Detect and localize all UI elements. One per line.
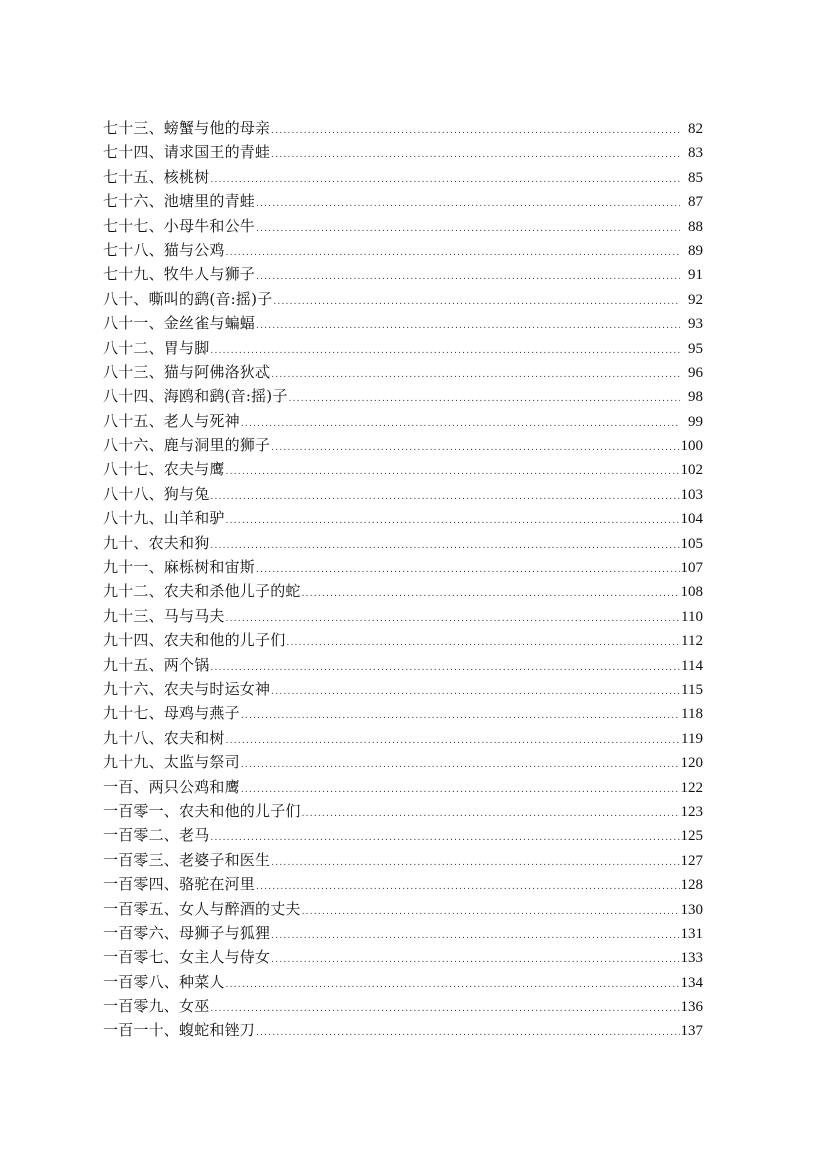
toc-page-number: 127 — [680, 852, 703, 869]
toc-dot-leader — [256, 192, 680, 216]
toc-page-number: 91 — [688, 267, 703, 284]
toc-entry — [103, 433, 703, 457]
toc-page-number: 136 — [680, 999, 703, 1016]
toc-entry — [103, 555, 703, 579]
toc-page-number: 88 — [688, 218, 703, 235]
toc-entry-title: 一百零一、农夫和他的儿子们 — [103, 801, 301, 820]
toc-dot-leader — [241, 778, 680, 802]
toc-dot-leader — [256, 217, 680, 241]
toc-entry-title: 九十七、母鸡与燕子 — [103, 704, 240, 723]
toc-page-number: 108 — [680, 584, 703, 601]
toc-page-number: 102 — [680, 462, 703, 479]
toc-entry-title: 九十三、马与马夫 — [103, 606, 225, 625]
toc-entry-title: 七十五、核桃树 — [103, 167, 210, 186]
toc-page-number: 137 — [680, 1023, 703, 1040]
toc-entry-title: 八十九、山羊和驴 — [103, 509, 225, 528]
toc-entry-title: 一百零三、老婆子和医生 — [103, 850, 271, 869]
toc-entry-title: 八十五、老人与死神 — [103, 411, 240, 430]
toc-entry-title: 八十一、金丝雀与蝙蝠 — [103, 314, 256, 333]
toc-dot-leader — [286, 631, 680, 655]
toc-page-number: 104 — [680, 511, 703, 528]
toc-entry — [103, 750, 703, 774]
toc-entry — [103, 311, 703, 335]
toc-page-number: 96 — [688, 364, 703, 381]
toc-page-number: 98 — [688, 389, 703, 406]
toc-entry — [103, 653, 703, 677]
toc-entry — [103, 531, 703, 555]
toc-entry — [103, 848, 703, 872]
table-of-contents — [103, 116, 703, 1043]
toc-dot-leader — [226, 509, 680, 533]
toc-entry — [103, 214, 703, 238]
toc-entry-title: 一百零六、母狮子与狐狸 — [103, 923, 271, 942]
toc-entry — [103, 799, 703, 823]
toc-dot-leader — [256, 1021, 679, 1045]
toc-entry — [103, 116, 703, 140]
toc-entry — [103, 189, 703, 213]
toc-page-number: 87 — [688, 194, 703, 211]
toc-page-number: 82 — [688, 121, 703, 137]
toc-entry-title: 七十四、请求国王的青蛙 — [103, 143, 271, 162]
toc-dot-leader — [302, 582, 680, 606]
toc-page-number: 83 — [688, 145, 703, 162]
toc-entry — [103, 360, 703, 384]
toc-dot-leader — [256, 265, 680, 289]
toc-dot-leader — [210, 168, 680, 192]
toc-entry-title: 九十一、麻栎树和宙斯 — [103, 558, 256, 577]
toc-entry — [103, 384, 703, 408]
toc-entry — [103, 238, 703, 262]
toc-dot-leader — [210, 656, 680, 680]
toc-dot-leader — [210, 485, 679, 509]
toc-dot-leader — [226, 607, 680, 631]
toc-page-number: 92 — [688, 291, 703, 308]
toc-entry-title: 一百零七、女主人与侍女 — [103, 948, 271, 967]
toc-page-number: 114 — [681, 657, 703, 674]
toc-page-number: 118 — [681, 706, 703, 723]
toc-entry-title: 七十九、牧牛人与狮子 — [103, 265, 256, 284]
toc-entry — [103, 970, 703, 994]
toc-page-number: 110 — [681, 608, 703, 625]
toc-dot-leader — [210, 339, 680, 363]
toc-dot-leader — [289, 387, 680, 411]
toc-dot-leader — [241, 704, 680, 728]
toc-dot-leader — [271, 680, 680, 704]
toc-entry-title: 一百零五、女人与醉酒的丈夫 — [103, 899, 301, 918]
toc-entry-title: 八十四、海鸥和鹞(音:摇)子 — [103, 387, 288, 406]
toc-entry-title: 七十三、螃蟹与他的母亲 — [103, 119, 271, 137]
toc-page-number: 89 — [688, 242, 703, 259]
toc-entry-title: 九十九、太监与祭司 — [103, 753, 240, 772]
toc-entry-title: 九十八、农夫和树 — [103, 728, 225, 747]
toc-page-number: 122 — [680, 779, 703, 796]
toc-entry — [103, 262, 703, 286]
toc-entry-title: 八十七、农夫与鹰 — [103, 460, 225, 479]
toc-entry-title: 九十二、农夫和杀他儿子的蛇 — [103, 582, 301, 601]
toc-entry-title: 一百一十、蝮蛇和锉刀 — [103, 1021, 256, 1040]
toc-dot-leader — [241, 412, 680, 436]
toc-entry-title: 八十六、鹿与洞里的狮子 — [103, 436, 271, 455]
toc-page-number: 134 — [680, 974, 703, 991]
toc-dot-leader — [271, 948, 679, 972]
toc-entry — [103, 701, 703, 725]
toc-entry-title: 九十六、农夫与时运女神 — [103, 679, 271, 698]
toc-page-number: 100 — [680, 438, 703, 455]
toc-page-number: 130 — [680, 901, 703, 918]
toc-entry-title: 七十八、猫与公鸡 — [103, 240, 225, 259]
toc-entry-title: 七十六、池塘里的青蛙 — [103, 192, 256, 211]
toc-page-number: 133 — [680, 950, 703, 967]
toc-entry — [103, 1018, 703, 1042]
toc-page-number: 131 — [680, 925, 703, 942]
toc-dot-leader — [210, 997, 679, 1021]
toc-page-number: 128 — [680, 877, 703, 894]
toc-entry-title: 一百零九、女巫 — [103, 997, 210, 1016]
toc-dot-leader — [302, 900, 680, 924]
toc-dot-leader — [271, 363, 680, 387]
toc-page-number: 119 — [681, 730, 703, 747]
toc-entry-title: 一百、两只公鸡和鹰 — [103, 777, 240, 796]
toc-entry — [103, 628, 703, 652]
toc-page-number: 120 — [680, 755, 703, 772]
toc-page-number: 95 — [688, 340, 703, 357]
toc-dot-leader — [241, 753, 680, 777]
toc-dot-leader — [226, 729, 680, 753]
toc-entry — [103, 897, 703, 921]
toc-page-number: 125 — [680, 828, 703, 845]
toc-entry — [103, 726, 703, 750]
toc-entry-title: 八十二、胃与脚 — [103, 338, 210, 357]
toc-entry-title: 八十八、狗与兔 — [103, 484, 210, 503]
toc-page-number: 93 — [688, 316, 703, 333]
toc-dot-leader — [271, 143, 680, 167]
toc-dot-leader — [273, 290, 680, 314]
toc-dot-leader — [226, 973, 680, 997]
toc-entry-title: 九十五、两个锅 — [103, 655, 210, 674]
toc-entry — [103, 994, 703, 1018]
toc-page-number: 123 — [680, 803, 703, 820]
toc-entry — [103, 872, 703, 896]
toc-entry — [103, 336, 703, 360]
toc-dot-leader — [271, 851, 679, 875]
toc-entry-title: 八十、嘶叫的鹞(音:摇)子 — [103, 289, 273, 308]
toc-entry — [103, 457, 703, 481]
toc-entry-title: 八十三、猫与阿佛洛狄忒 — [103, 362, 271, 381]
toc-page-number: 107 — [680, 560, 703, 577]
toc-entry-title: 一百零八、种菜人 — [103, 972, 225, 991]
toc-entry — [103, 506, 703, 530]
toc-dot-leader — [256, 558, 679, 582]
toc-dot-leader — [302, 802, 680, 826]
toc-entry — [103, 165, 703, 189]
toc-entry — [103, 945, 703, 969]
toc-entry — [103, 579, 703, 603]
toc-entry-title: 一百零四、骆驼在河里 — [103, 875, 256, 894]
toc-dot-leader — [271, 924, 679, 948]
toc-entry — [103, 921, 703, 945]
toc-entry-title: 一百零二、老马 — [103, 826, 210, 845]
toc-entry — [103, 140, 703, 164]
toc-dot-leader — [226, 241, 680, 265]
toc-dot-leader — [210, 826, 679, 850]
toc-entry — [103, 482, 703, 506]
toc-page-number: 112 — [681, 633, 703, 650]
toc-entry — [103, 823, 703, 847]
toc-entry — [103, 604, 703, 628]
toc-dot-leader — [271, 436, 679, 460]
toc-page-number: 99 — [688, 413, 703, 430]
toc-entry-title: 九十、农夫和狗 — [103, 533, 210, 552]
toc-page-number: 103 — [680, 486, 703, 503]
toc-dot-leader — [271, 119, 680, 143]
toc-dot-leader — [210, 534, 679, 558]
toc-entry — [103, 409, 703, 433]
toc-entry — [103, 677, 703, 701]
toc-entry — [103, 287, 703, 311]
toc-entry-title: 七十七、小母牛和公牛 — [103, 216, 256, 235]
toc-dot-leader — [226, 460, 680, 484]
toc-page-number: 85 — [688, 169, 703, 186]
toc-page-number: 105 — [680, 535, 703, 552]
toc-page-number: 115 — [681, 681, 703, 698]
toc-entry-title: 九十四、农夫和他的儿子们 — [103, 631, 286, 650]
toc-entry — [103, 775, 703, 799]
toc-dot-leader — [256, 314, 680, 338]
toc-dot-leader — [256, 875, 679, 899]
